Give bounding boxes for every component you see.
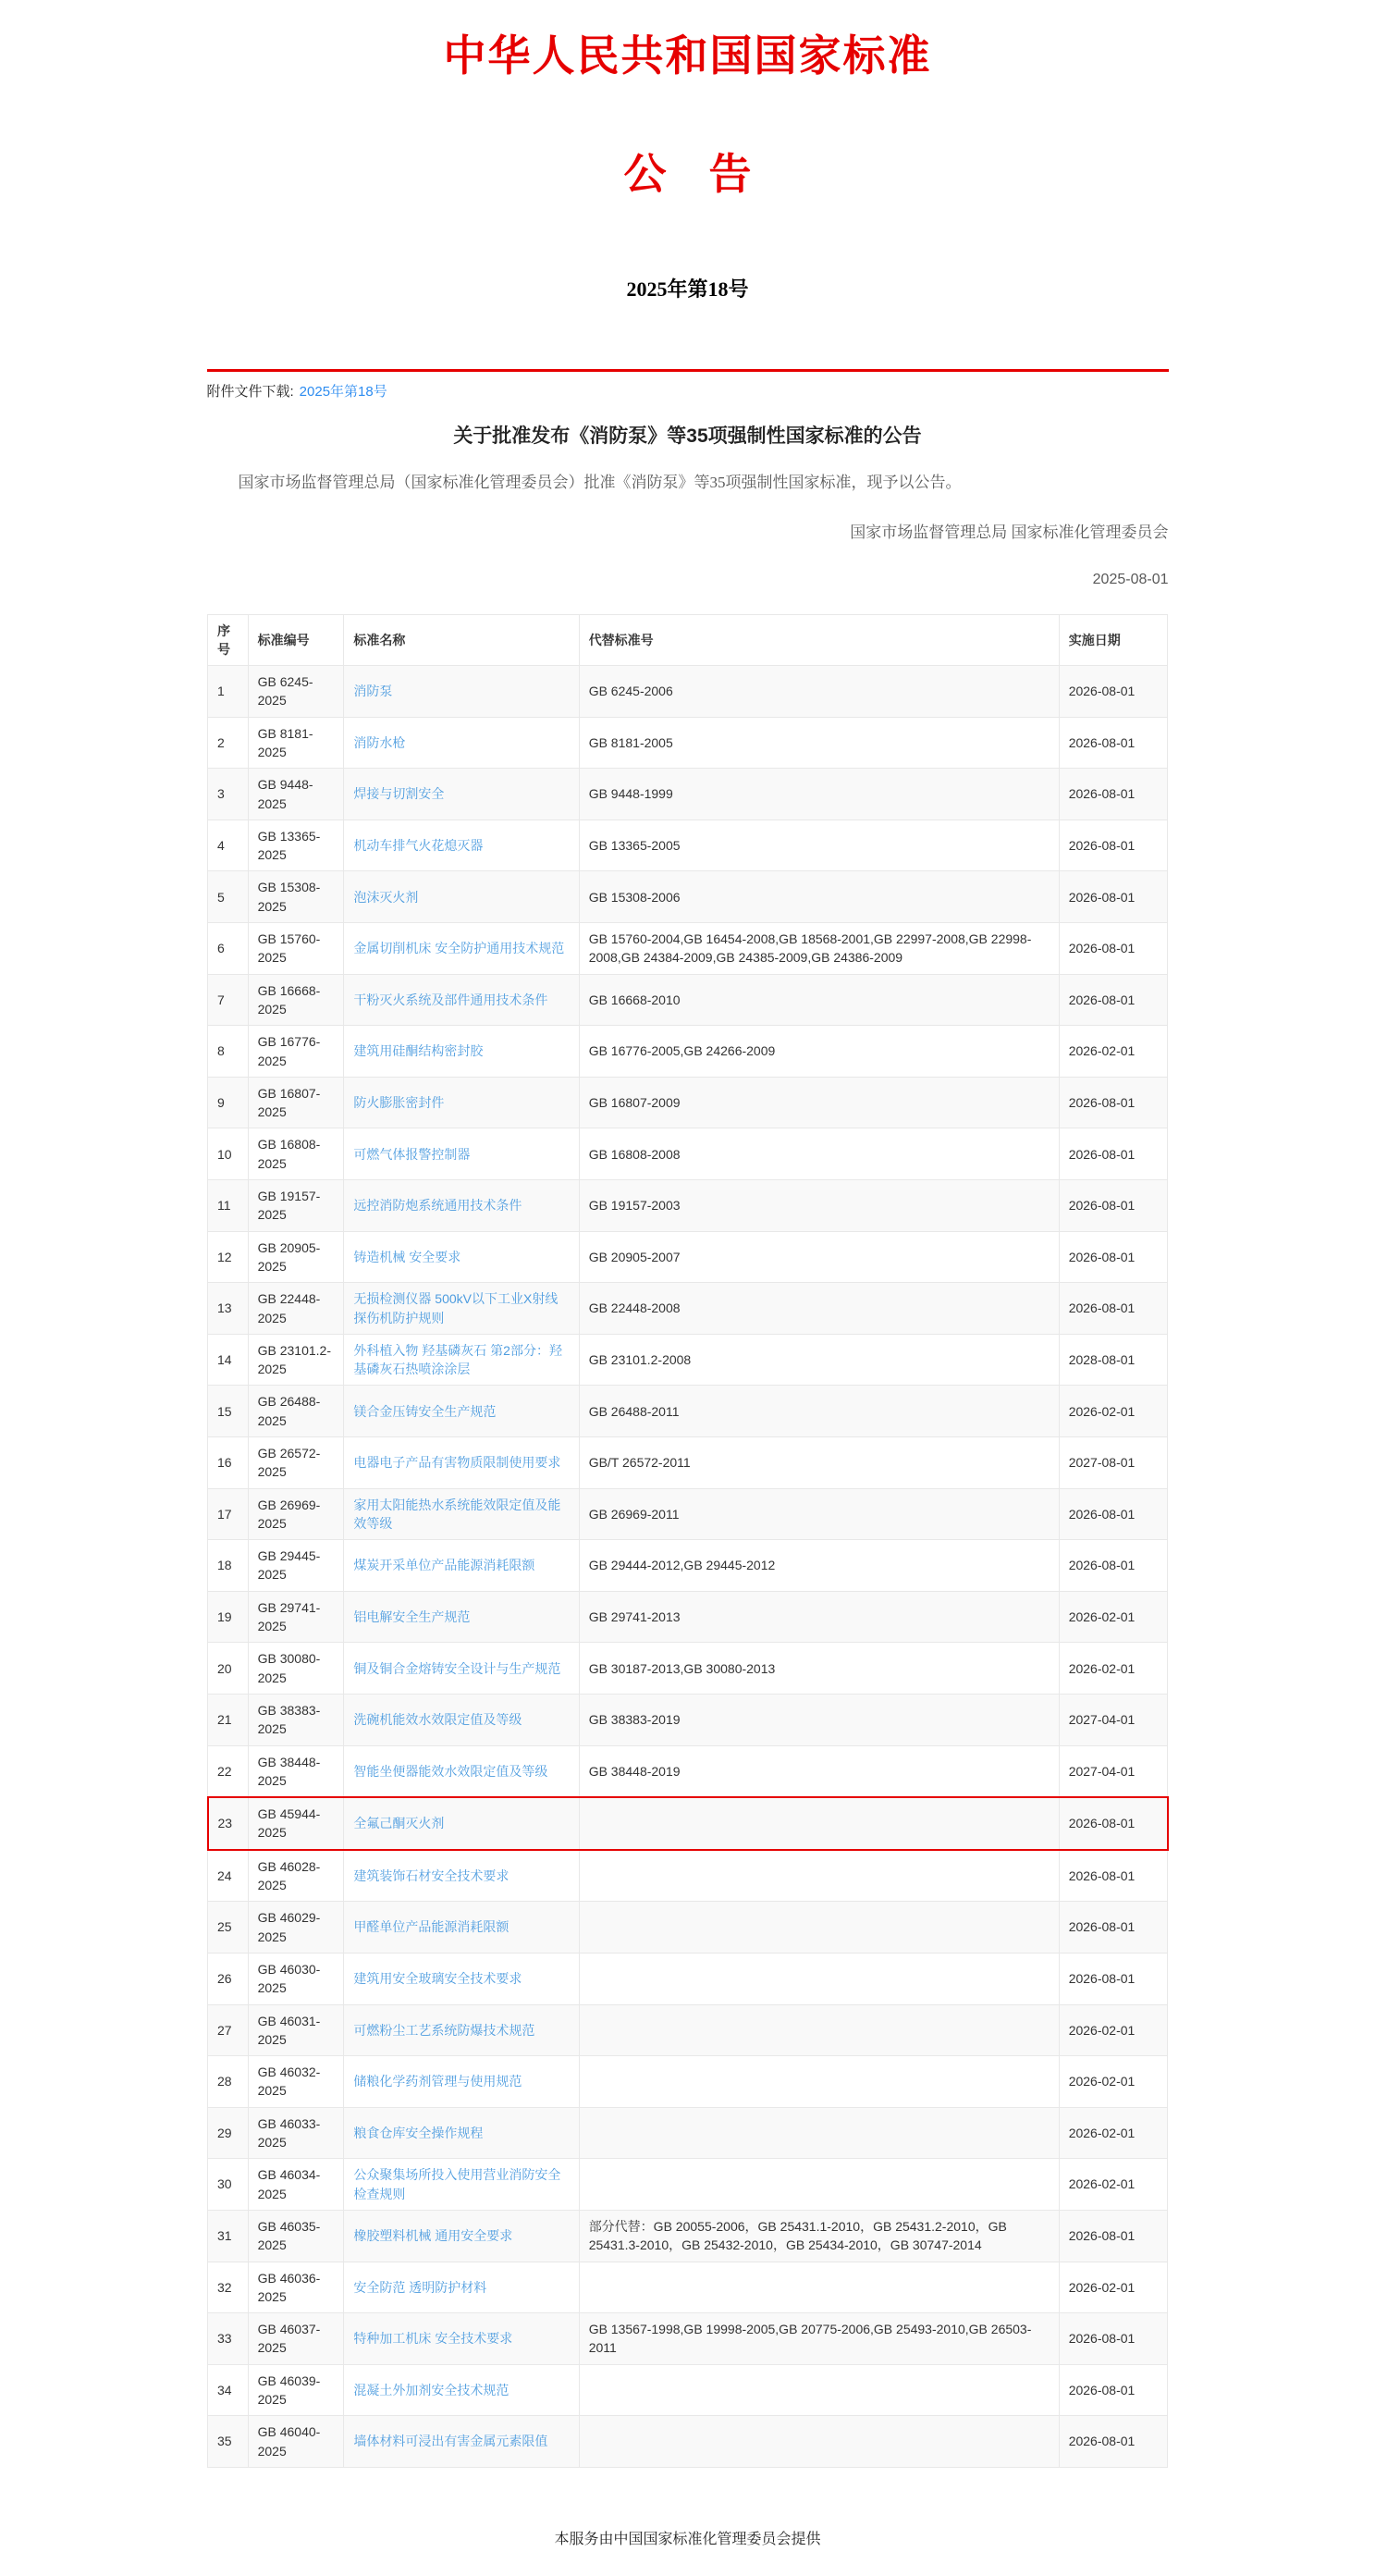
cell-name (344, 1283, 579, 1335)
cell-no: 20 (208, 1643, 249, 1695)
cell-date: 2026-02-01 (1059, 1026, 1167, 1078)
table-row (208, 1745, 1168, 1797)
cell-date: 2026-08-01 (1059, 1488, 1167, 1540)
cell-code: GB 46029-2025 (248, 1902, 344, 1954)
cell-replaces (579, 2416, 1059, 2468)
cell-replaces: GB 38383-2019 (579, 1694, 1059, 1745)
table-row (208, 2210, 1168, 2262)
notice-date: 2025-08-01 (1092, 571, 1169, 587)
cell-replaces (579, 1953, 1059, 2004)
cell-code: GB 46037-2025 (248, 2313, 344, 2365)
cell-code: GB 38383-2025 (248, 1694, 344, 1745)
cell-name (344, 1797, 579, 1850)
table-row (208, 1437, 1168, 1489)
cell-name (344, 974, 579, 1026)
table-row (208, 2159, 1168, 2211)
cell-no: 28 (208, 2056, 249, 2108)
cell-date: 2026-08-01 (1059, 2364, 1167, 2416)
table-row (208, 1386, 1168, 1437)
cell-date: 2026-02-01 (1059, 2056, 1167, 2108)
cell-name (344, 2416, 579, 2468)
cell-code: GB 16668-2025 (248, 974, 344, 1026)
cell-code: GB 46028-2025 (248, 1850, 344, 1902)
cell-no: 30 (208, 2159, 249, 2211)
cell-date: 2026-08-01 (1059, 2210, 1167, 2262)
cell-replaces (579, 2004, 1059, 2056)
standard-name-link[interactable]: 干粉灭火系统及部件通用技术条件 (353, 992, 548, 1007)
cell-name (344, 1540, 579, 1592)
masthead-title: 中华人民共和国国家标准 (443, 32, 932, 80)
cell-date: 2026-08-01 (1059, 1077, 1167, 1128)
cell-no: 11 (208, 1180, 249, 1232)
table-row (208, 1026, 1168, 1078)
cell-date: 2026-08-01 (1059, 769, 1167, 820)
cell-code: GB 6245-2025 (248, 666, 344, 718)
footer-note: 本服务由中国国家标准化管理委员会提供 (554, 2531, 821, 2547)
cell-replaces: GB 22448-2008 (579, 1283, 1059, 1335)
table-row (208, 2056, 1168, 2108)
cell-code: GB 13365-2025 (248, 820, 344, 871)
cell-replaces (579, 2056, 1059, 2108)
attachment-download-link[interactable]: 2025年第18号 (299, 384, 387, 400)
cell-code: GB 46030-2025 (248, 1953, 344, 2004)
notice-signature: 国家市场监督管理总局 国家标准化管理委员会 (850, 523, 1169, 541)
cell-no: 9 (208, 1077, 249, 1128)
cell-code: GB 23101.2-2025 (248, 1334, 344, 1386)
standard-name-link[interactable]: 镁合金压铸安全生产规范 (353, 1403, 497, 1419)
cell-no: 19 (208, 1591, 249, 1643)
cell-code: GB 8181-2025 (248, 717, 344, 769)
cell-date: 2026-02-01 (1059, 1643, 1167, 1695)
cell-date: 2026-08-01 (1059, 1128, 1167, 1180)
issue-number: 2025年第18号 (626, 277, 749, 301)
cell-no: 25 (208, 1902, 249, 1954)
cell-replaces: GB 16776-2005,GB 24266-2009 (579, 1026, 1059, 1078)
cell-date: 2026-02-01 (1059, 2107, 1167, 2159)
cell-no: 8 (208, 1026, 249, 1078)
cell-no: 1 (208, 666, 249, 718)
standard-name-link[interactable]: 粮食仓库安全操作规程 (353, 2125, 484, 2140)
table-row (208, 1077, 1168, 1128)
table-row (208, 1953, 1168, 2004)
cell-no: 32 (208, 2262, 249, 2313)
cell-code: GB 46040-2025 (248, 2416, 344, 2468)
cell-name (344, 1437, 579, 1489)
cell-code: GB 22448-2025 (248, 1283, 344, 1335)
cell-code: GB 46039-2025 (248, 2364, 344, 2416)
cell-code: GB 16807-2025 (248, 1077, 344, 1128)
cell-date: 2026-08-01 (1059, 666, 1167, 718)
standard-name-link[interactable]: 智能坐便器能效水效限定值及等级 (353, 1763, 548, 1779)
cell-replaces: GB 19157-2003 (579, 1180, 1059, 1232)
table-row (208, 2107, 1168, 2159)
standard-name-link[interactable]: 全氟己酮灭火剂 (353, 1816, 445, 1831)
standards-table (207, 614, 1169, 2468)
cell-code: GB 16808-2025 (248, 1128, 344, 1180)
cell-code: GB 16776-2025 (248, 1026, 344, 1078)
cell-replaces: GB 23101.2-2008 (579, 1334, 1059, 1386)
cell-no: 34 (208, 2364, 249, 2416)
masthead-subtitle: 公 告 (623, 151, 752, 198)
notice-title: 关于批准发布《消防泵》等35项强制性国家标准的公告 (453, 425, 922, 447)
cell-replaces: GB 15760-2004,GB 16454-2008,GB 18568-2001,GB 22997-2008,GB 22998-2008,GB 24384-2009,GB 24385-2009,GB 24386-2009 (579, 923, 1059, 975)
standard-name-link[interactable]: 电器电子产品有害物质限制使用要求 (353, 1455, 561, 1471)
standard-name-link[interactable]: 安全防范 透明防护材料 (353, 2279, 487, 2295)
cell-no: 27 (208, 2004, 249, 2056)
cell-no: 33 (208, 2313, 249, 2365)
cell-code: GB 15308-2025 (248, 871, 344, 923)
cell-date: 2027-04-01 (1059, 1745, 1167, 1797)
table-row (208, 769, 1168, 820)
table-row (208, 1231, 1168, 1283)
standard-name-link[interactable]: 外科植入物 羟基磷灰石 第2部分：羟基磷灰石热喷涂涂层 (353, 1342, 562, 1377)
cell-name (344, 820, 579, 871)
cell-no: 4 (208, 820, 249, 871)
cell-name (344, 871, 579, 923)
attachment-row (207, 381, 1169, 401)
standard-name-link[interactable]: 铸造机械 安全要求 (353, 1249, 461, 1264)
cell-date: 2026-08-01 (1059, 1540, 1167, 1592)
cell-replaces: GB 38448-2019 (579, 1745, 1059, 1797)
cell-name (344, 1591, 579, 1643)
table-row (208, 1902, 1168, 1954)
cell-replaces: GB 6245-2006 (579, 666, 1059, 718)
cell-date: 2028-08-01 (1059, 1334, 1167, 1386)
standard-name-link[interactable]: 建筑用安全玻璃安全技术要求 (353, 1971, 522, 1987)
table-row (208, 717, 1168, 769)
cell-date: 2026-02-01 (1059, 2004, 1167, 2056)
table-row (208, 923, 1168, 975)
cell-replaces (579, 2159, 1059, 2211)
cell-no: 13 (208, 1283, 249, 1335)
cell-no: 16 (208, 1437, 249, 1489)
table-row (208, 2313, 1168, 2365)
cell-replaces: GB 29444-2012,GB 29445-2012 (579, 1540, 1059, 1592)
cell-code: GB 46033-2025 (248, 2107, 344, 2159)
table-row (208, 1797, 1168, 1850)
cell-code: GB 26488-2025 (248, 1386, 344, 1437)
table-row (208, 1180, 1168, 1232)
cell-name (344, 1850, 579, 1902)
standard-name-link[interactable]: 煤炭开采单位产品能源消耗限额 (353, 1558, 535, 1573)
standard-name-link[interactable]: 储粮化学药剂管理与使用规范 (353, 2074, 522, 2089)
cell-date: 2026-08-01 (1059, 2313, 1167, 2365)
cell-name (344, 1180, 579, 1232)
cell-replaces: GB 26488-2011 (579, 1386, 1059, 1437)
cell-date: 2026-02-01 (1059, 1591, 1167, 1643)
header-code: 标准编号 (248, 614, 344, 666)
table-row (208, 1128, 1168, 1180)
cell-name (344, 1953, 579, 2004)
cell-date: 2027-04-01 (1059, 1694, 1167, 1745)
cell-date: 2026-08-01 (1059, 1283, 1167, 1335)
standard-name-link[interactable]: 无损检测仪器 500kV以下工业X射线探伤机防护规则 (353, 1291, 559, 1325)
standard-name-link[interactable]: 公众聚集场所投入使用营业消防安全检查规则 (353, 2167, 561, 2201)
cell-replaces: GB 16808-2008 (579, 1128, 1059, 1180)
cell-replaces: GB/T 26572-2011 (579, 1437, 1059, 1489)
table-row (208, 1850, 1168, 1902)
standard-name-link[interactable]: 墙体材料可浸出有害金属元素限值 (353, 2434, 548, 2449)
standard-name-link[interactable]: 可燃气体报警控制器 (353, 1146, 471, 1162)
cell-date: 2026-08-01 (1059, 717, 1167, 769)
cell-no: 5 (208, 871, 249, 923)
cell-replaces: GB 20905-2007 (579, 1231, 1059, 1283)
cell-date: 2026-02-01 (1059, 2262, 1167, 2313)
standard-name-link[interactable]: 防火膨胀密封件 (353, 1094, 445, 1110)
cell-name (344, 1643, 579, 1695)
cell-name (344, 1231, 579, 1283)
cell-code: GB 46032-2025 (248, 2056, 344, 2108)
cell-replaces: GB 13365-2005 (579, 820, 1059, 871)
cell-replaces: GB 26969-2011 (579, 1488, 1059, 1540)
cell-name (344, 1745, 579, 1797)
table-row (208, 666, 1168, 718)
cell-name (344, 1128, 579, 1180)
table-row (208, 1283, 1168, 1335)
cell-code: GB 30080-2025 (248, 1643, 344, 1695)
cell-date: 2026-02-01 (1059, 1386, 1167, 1437)
cell-no: 17 (208, 1488, 249, 1540)
cell-code: GB 46035-2025 (248, 2210, 344, 2262)
standard-name-link[interactable]: 泡沫灭火剂 (353, 889, 419, 905)
cell-no: 12 (208, 1231, 249, 1283)
table-row (208, 974, 1168, 1026)
cell-date: 2026-02-01 (1059, 2159, 1167, 2211)
cell-name (344, 1386, 579, 1437)
cell-no: 29 (208, 2107, 249, 2159)
cell-name (344, 2313, 579, 2365)
standard-name-link[interactable]: 橡胶塑料机械 通用安全要求 (353, 2228, 513, 2244)
cell-date: 2026-08-01 (1059, 1797, 1167, 1850)
red-divider (207, 369, 1169, 372)
table-row (208, 2262, 1168, 2313)
cell-replaces: GB 13567-1998,GB 19998-2005,GB 20775-2006,GB 25493-2010,GB 26503-2011 (579, 2313, 1059, 2365)
cell-code: GB 20905-2025 (248, 1231, 344, 1283)
cell-name (344, 1902, 579, 1954)
cell-replaces (579, 2262, 1059, 2313)
cell-replaces (579, 1902, 1059, 1954)
cell-name (344, 2107, 579, 2159)
cell-code: GB 9448-2025 (248, 769, 344, 820)
cell-replaces: GB 29741-2013 (579, 1591, 1059, 1643)
cell-name (344, 1694, 579, 1745)
table-row (208, 2004, 1168, 2056)
cell-replaces: GB 16668-2010 (579, 974, 1059, 1026)
table-row (208, 1540, 1168, 1592)
cell-date: 2026-08-01 (1059, 923, 1167, 975)
table-row (208, 1334, 1168, 1386)
cell-replaces (579, 1797, 1059, 1850)
standard-name-link[interactable]: 铜及铜合金熔铸安全设计与生产规范 (353, 1660, 561, 1676)
cell-code: GB 46034-2025 (248, 2159, 344, 2211)
standard-name-link[interactable]: 焊接与切割安全 (353, 786, 445, 802)
cell-no: 22 (208, 1745, 249, 1797)
cell-date: 2026-08-01 (1059, 2416, 1167, 2468)
cell-no: 15 (208, 1386, 249, 1437)
cell-no: 7 (208, 974, 249, 1026)
cell-replaces: 部分代替：GB 20055-2006，GB 25431.1-2010，GB 25431.2-2010，GB 25431.3-2010，GB 25432-2010，GB 25434-2010，GB 30747-2014 (579, 2210, 1059, 2262)
standard-name-link[interactable]: 混凝土外加剂安全技术规范 (353, 2382, 509, 2397)
cell-code: GB 26572-2025 (248, 1437, 344, 1489)
header-date: 实施日期 (1059, 614, 1167, 666)
cell-no: 31 (208, 2210, 249, 2262)
standard-name-link[interactable]: 家用太阳能热水系统能效限定值及能效等级 (353, 1497, 561, 1531)
standard-name-link[interactable]: 洗碗机能效水效限定值及等级 (353, 1712, 522, 1728)
cell-replaces: GB 9448-1999 (579, 769, 1059, 820)
cell-code: GB 15760-2025 (248, 923, 344, 975)
cell-replaces (579, 2107, 1059, 2159)
cell-date: 2026-08-01 (1059, 1953, 1167, 2004)
attachment-label: 附件文件下载: (206, 384, 294, 400)
standard-name-link[interactable]: 消防泵 (353, 684, 393, 699)
cell-no: 10 (208, 1128, 249, 1180)
cell-name (344, 2262, 579, 2313)
standard-name-link[interactable]: 铝电解安全生产规范 (353, 1608, 471, 1624)
cell-date: 2026-08-01 (1059, 1850, 1167, 1902)
cell-name (344, 1334, 579, 1386)
standard-name-link[interactable]: 特种加工机床 安全技术要求 (353, 2331, 513, 2347)
cell-replaces (579, 2364, 1059, 2416)
standard-name-link[interactable]: 建筑用硅酮结构密封胶 (353, 1043, 484, 1059)
cell-name (344, 2159, 579, 2211)
cell-no: 21 (208, 1694, 249, 1745)
table-row (208, 1488, 1168, 1540)
table-row (208, 2364, 1168, 2416)
table-row (208, 871, 1168, 923)
cell-name (344, 666, 579, 718)
cell-name (344, 923, 579, 975)
cell-no: 14 (208, 1334, 249, 1386)
table-row (208, 1643, 1168, 1695)
cell-date: 2026-08-01 (1059, 820, 1167, 871)
header-no: 序号 (208, 614, 249, 666)
cell-name (344, 717, 579, 769)
announcement-page (207, 0, 1169, 2576)
cell-name (344, 1077, 579, 1128)
cell-code: GB 45944-2025 (248, 1797, 344, 1850)
table-row (208, 2416, 1168, 2468)
cell-date: 2027-08-01 (1059, 1437, 1167, 1489)
standards-table-body (208, 666, 1168, 2468)
cell-no: 23 (208, 1797, 249, 1850)
standard-name-link[interactable]: 消防水枪 (353, 734, 406, 750)
cell-code: GB 38448-2025 (248, 1745, 344, 1797)
cell-name (344, 2364, 579, 2416)
table-row (208, 1694, 1168, 1745)
cell-date: 2026-08-01 (1059, 1902, 1167, 1954)
cell-no: 26 (208, 1953, 249, 2004)
cell-no: 3 (208, 769, 249, 820)
cell-date: 2026-08-01 (1059, 974, 1167, 1026)
standard-name-link[interactable]: 甲醛单位产品能源消耗限额 (353, 1919, 509, 1935)
standard-name-link[interactable]: 机动车排气火花熄灭器 (353, 838, 484, 854)
table-header-row (208, 614, 1168, 666)
cell-date: 2026-08-01 (1059, 1231, 1167, 1283)
cell-code: GB 46036-2025 (248, 2262, 344, 2313)
cell-replaces: GB 8181-2005 (579, 717, 1059, 769)
cell-name (344, 769, 579, 820)
standard-name-link[interactable]: 可燃粉尘工艺系统防爆技术规范 (353, 2022, 535, 2038)
cell-code: GB 19157-2025 (248, 1180, 344, 1232)
header-name: 标准名称 (344, 614, 579, 666)
standard-name-link[interactable]: 远控消防炮系统通用技术条件 (353, 1198, 522, 1214)
cell-no: 18 (208, 1540, 249, 1592)
cell-replaces (579, 1850, 1059, 1902)
cell-code: GB 26969-2025 (248, 1488, 344, 1540)
cell-replaces: GB 16807-2009 (579, 1077, 1059, 1128)
cell-replaces: GB 30187-2013,GB 30080-2013 (579, 1643, 1059, 1695)
cell-name (344, 1488, 579, 1540)
cell-code: GB 29445-2025 (248, 1540, 344, 1592)
notice-body: 国家市场监督管理总局（国家标准化管理委员会）批准《消防泵》等35项强制性国家标准，现予以公告。 (238, 474, 962, 491)
table-row (208, 1591, 1168, 1643)
standard-name-link[interactable]: 金属切削机床 安全防护通用技术规范 (353, 941, 565, 956)
cell-name (344, 1026, 579, 1078)
cell-code: GB 29741-2025 (248, 1591, 344, 1643)
cell-name (344, 2056, 579, 2108)
cell-name (344, 2210, 579, 2262)
cell-replaces: GB 15308-2006 (579, 871, 1059, 923)
cell-no: 2 (208, 717, 249, 769)
cell-date: 2026-08-01 (1059, 871, 1167, 923)
cell-code: GB 46031-2025 (248, 2004, 344, 2056)
cell-no: 24 (208, 1850, 249, 1902)
cell-no: 35 (208, 2416, 249, 2468)
standard-name-link[interactable]: 建筑装饰石材安全技术要求 (353, 1867, 509, 1883)
table-row (208, 820, 1168, 871)
cell-name (344, 2004, 579, 2056)
cell-no: 6 (208, 923, 249, 975)
cell-date: 2026-08-01 (1059, 1180, 1167, 1232)
header-replaces: 代替标准号 (579, 614, 1059, 666)
